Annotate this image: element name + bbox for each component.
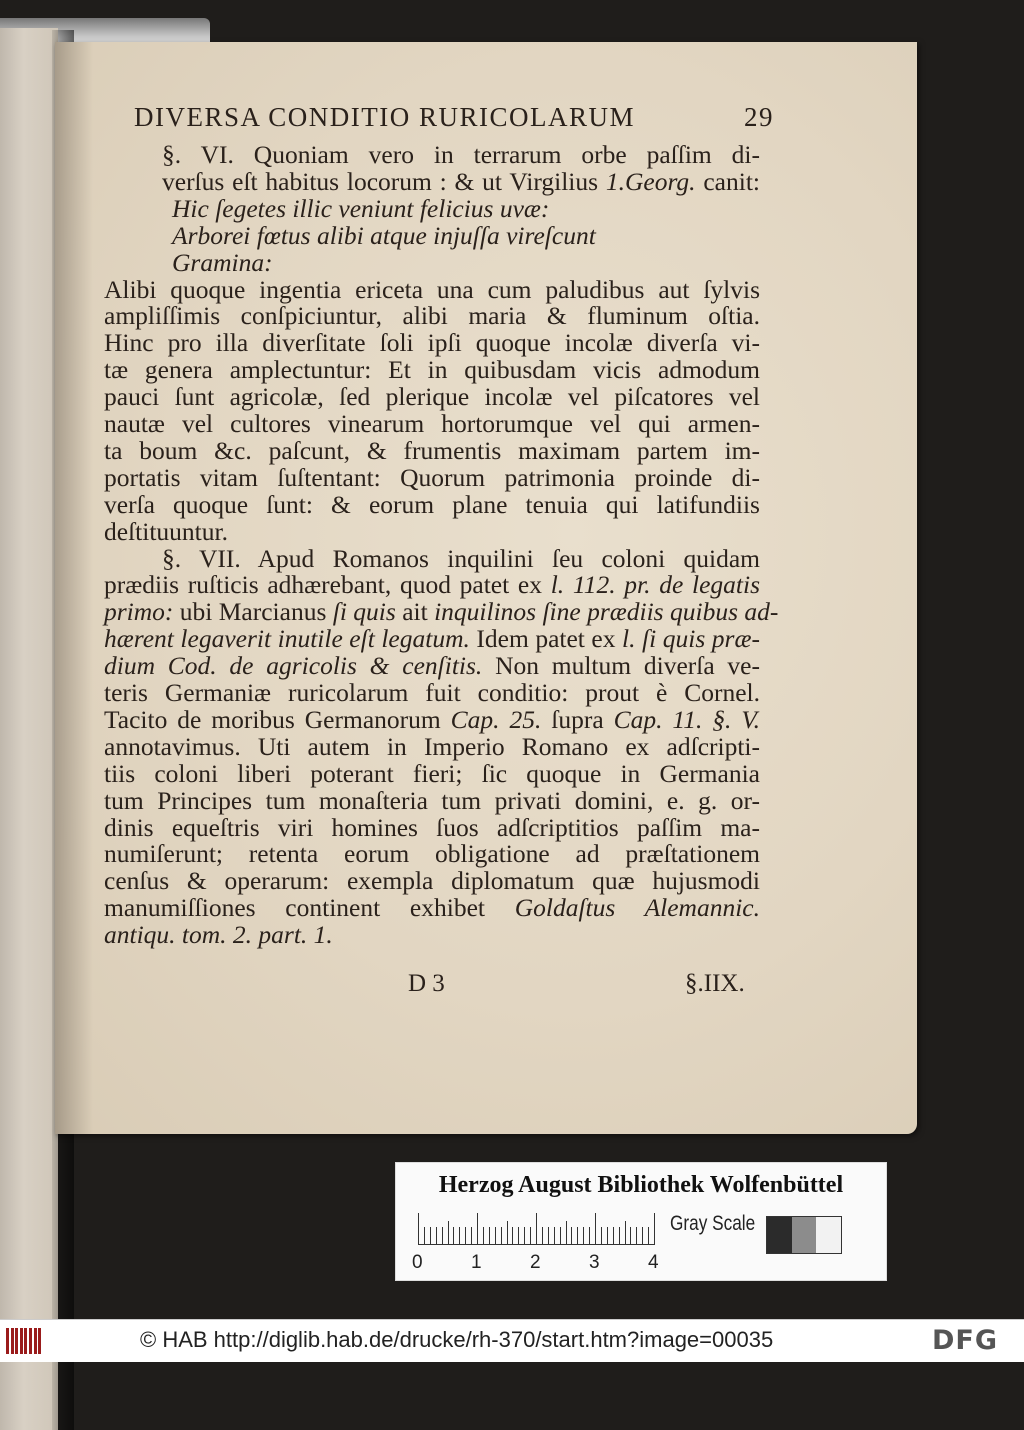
italic-span: inquilinos ſine prædiis quibus ad- bbox=[434, 597, 779, 627]
ruler-tick bbox=[524, 1227, 525, 1245]
text-line bbox=[104, 274, 760, 304]
roman-span: tæ genera amplectuntur: Et in quibusdam vicis admodum bbox=[104, 355, 760, 385]
text-line bbox=[104, 895, 760, 922]
ruler-tick bbox=[625, 1221, 626, 1245]
running-head bbox=[134, 102, 774, 133]
roman-span: Non multum diverſa ve- bbox=[482, 651, 760, 681]
ruler-tick bbox=[554, 1227, 555, 1245]
gray-swatch bbox=[767, 1217, 792, 1253]
ruler-tick bbox=[501, 1227, 502, 1245]
text-line bbox=[104, 303, 760, 330]
ruler-number: 0 bbox=[412, 1252, 423, 1273]
text-line bbox=[104, 704, 760, 734]
ruler-tick bbox=[530, 1227, 531, 1245]
text-line bbox=[104, 572, 760, 599]
text-line bbox=[104, 812, 760, 842]
roman-span: pauci ſunt agricolæ, ſed plerique incolæ vel piſcatores vel bbox=[104, 382, 760, 412]
signature-mark: D 3 bbox=[408, 970, 445, 997]
text-line bbox=[104, 922, 333, 949]
barcode-bar bbox=[20, 1328, 23, 1354]
ruler-tick bbox=[495, 1227, 496, 1245]
text-line bbox=[104, 411, 760, 438]
italic-span: primo: bbox=[104, 597, 174, 627]
barcode-bar bbox=[34, 1328, 37, 1354]
text-line bbox=[172, 220, 596, 250]
ruler-tick bbox=[583, 1227, 584, 1245]
text-line bbox=[104, 731, 760, 761]
ruler-tick bbox=[507, 1221, 508, 1245]
ruler-tick bbox=[595, 1213, 596, 1245]
gray-scale-swatches bbox=[766, 1216, 842, 1254]
ruler-tick bbox=[453, 1227, 454, 1245]
italic-span: Hic ſegetes illic veniunt felicius uvæ: bbox=[172, 193, 550, 223]
gray-scale-label: Gray Scale bbox=[670, 1212, 756, 1235]
ruler-tick bbox=[542, 1227, 543, 1245]
barcode-icon bbox=[6, 1328, 46, 1354]
text-line bbox=[104, 489, 760, 519]
roman-span: ampliſſimis conſpiciuntur, alibi maria & fluminum oſtia. bbox=[104, 301, 760, 331]
ruler-tick bbox=[430, 1227, 431, 1245]
ruler-number: 4 bbox=[648, 1252, 659, 1273]
ruler-tick bbox=[630, 1227, 631, 1245]
text-line bbox=[172, 247, 273, 277]
ruler-tick bbox=[613, 1227, 614, 1245]
italic-span: Cap. 11. §. V. bbox=[613, 704, 760, 734]
text-line bbox=[104, 758, 760, 788]
roman-span: annotavimus. Uti autem in Imperio Romano ex adſcripti- bbox=[104, 731, 760, 761]
ruler-tick bbox=[607, 1227, 608, 1245]
roman-span: tiis coloni liberi poterant fieri; ſic quoque in Germania bbox=[104, 758, 760, 788]
text-line bbox=[104, 785, 760, 815]
library-name: Herzog August Bibliothek Wolfenbüttel bbox=[438, 1172, 844, 1198]
text-line bbox=[172, 193, 550, 223]
roman-span: verſus eſt habitus locorum : & ut Virgilius bbox=[162, 166, 606, 196]
page-gutter-shade bbox=[55, 42, 93, 1134]
roman-span: manumiſſiones continent exhibet bbox=[104, 893, 515, 923]
ruler-tick bbox=[619, 1227, 620, 1245]
roman-span: portatis vitam ſuſtentant: Quorum patrimonia proinde di- bbox=[104, 462, 760, 492]
ruler-tick bbox=[471, 1227, 472, 1245]
roman-span: Hinc pro illa diverſitate ſoli ipſi quoque incolæ diverſa vi- bbox=[104, 328, 760, 358]
text-line bbox=[104, 868, 760, 895]
text-line bbox=[104, 435, 760, 465]
ruler-tick bbox=[489, 1227, 490, 1245]
ruler-tick bbox=[601, 1227, 602, 1245]
text-line bbox=[104, 330, 760, 357]
gray-swatch bbox=[792, 1217, 817, 1253]
roman-span: Idem patet ex bbox=[469, 624, 623, 654]
roman-span: cenſus & operarum: exempla diplomatum quæ hujusmodi bbox=[104, 866, 760, 896]
text-line bbox=[104, 680, 760, 707]
text-line bbox=[104, 626, 760, 653]
text-line bbox=[104, 597, 779, 627]
italic-span: l. 112. pr. de legatis bbox=[550, 570, 761, 600]
ruler-number: 3 bbox=[589, 1252, 600, 1273]
text-line bbox=[162, 142, 760, 169]
ruler bbox=[418, 1211, 658, 1245]
running-head-title: DIVERSA CONDITIO RURICOLARUM bbox=[134, 102, 636, 132]
italic-span: dium Cod. de agricolis & cenſitis. bbox=[104, 651, 483, 681]
roman-span: §. VI. Quoniam vero in terrarum orbe paſſim di- bbox=[162, 140, 760, 169]
ruler-tick bbox=[548, 1227, 549, 1245]
ruler-tick bbox=[448, 1221, 449, 1245]
ruler-tick bbox=[536, 1213, 537, 1245]
ruler-tick bbox=[648, 1227, 649, 1245]
italic-span: Cap. 25. bbox=[450, 704, 542, 734]
ruler-tick bbox=[654, 1213, 655, 1245]
ruler-number: 2 bbox=[530, 1252, 541, 1273]
ruler-tick bbox=[518, 1227, 519, 1245]
italic-span: Goldaſtus Alemannic. bbox=[514, 893, 761, 923]
roman-span: verſa quoque ſunt: & eorum plane tenuia qui latifundiis bbox=[104, 489, 760, 519]
previous-page-edge bbox=[0, 28, 58, 1430]
ruler-tick bbox=[442, 1227, 443, 1245]
ruler-tick bbox=[436, 1227, 437, 1245]
roman-span: prædiis ruſticis adhærebant, quod patet ex bbox=[104, 570, 551, 600]
roman-span: numiſerunt; retenta eorum obligatione ad præſtationem bbox=[104, 839, 760, 869]
italic-span: hærent legaverit inutile eſt legatum. bbox=[104, 624, 470, 654]
footer-bar bbox=[0, 1319, 1024, 1362]
text-line bbox=[162, 543, 760, 573]
barcode-bar bbox=[15, 1328, 18, 1354]
roman-span: canit: bbox=[695, 166, 761, 196]
gray-swatch bbox=[816, 1217, 841, 1253]
roman-span: Alibi quoque ingentia ericeta una cum paludibus aut ſylvis bbox=[104, 274, 760, 304]
ruler-tick bbox=[459, 1227, 460, 1245]
roman-span: ſupra bbox=[541, 704, 614, 734]
ruler-tick bbox=[571, 1227, 572, 1245]
catchword: §.IIX. bbox=[685, 970, 745, 997]
ruler-number: 1 bbox=[471, 1252, 482, 1273]
barcode-bar bbox=[11, 1328, 14, 1354]
italic-span: antiqu. tom. 2. part. 1. bbox=[104, 920, 333, 950]
text-line bbox=[104, 462, 760, 492]
roman-span: nautæ vel cultores vinearum hortorumque vel qui armen- bbox=[104, 409, 760, 438]
italic-span: Arborei fœtus alibi atque injuſſa vireſcunt bbox=[172, 220, 596, 250]
copyright-url[interactable]: © HAB http://diglib.hab.de/drucke/rh-370/start.htm?image=00035 bbox=[140, 1327, 774, 1352]
roman-span: teris Germaniæ ruricolarum fuit conditio: prout è Cornel. bbox=[104, 678, 760, 707]
text-line bbox=[104, 384, 760, 411]
dfg-logo: DFG bbox=[932, 1325, 999, 1356]
barcode-bar bbox=[38, 1328, 41, 1354]
italic-span: 1.Georg. bbox=[605, 166, 696, 196]
roman-span: deſtituuntur. bbox=[104, 516, 228, 546]
italic-span: l. ſi quis præ- bbox=[622, 624, 760, 654]
text-line bbox=[104, 516, 228, 546]
barcode-bar bbox=[29, 1328, 32, 1354]
barcode-bar bbox=[24, 1328, 27, 1354]
roman-span: dinis equeſtris viri homines ſuos adſcriptitios paſſim ma- bbox=[104, 812, 760, 842]
ruler-tick bbox=[589, 1227, 590, 1245]
roman-span: Tacito de moribus Germanorum bbox=[104, 704, 451, 734]
ruler-tick bbox=[424, 1227, 425, 1245]
ruler-tick bbox=[636, 1227, 637, 1245]
ruler-tick bbox=[465, 1227, 466, 1245]
roman-span: §. VII. Apud Romanos inquilini ſeu coloni quidam bbox=[162, 543, 760, 573]
text-line bbox=[162, 166, 761, 196]
page-number: 29 bbox=[744, 102, 774, 132]
italic-span: Gramina: bbox=[172, 247, 273, 277]
ruler-tick bbox=[477, 1213, 478, 1245]
roman-span: tum Principes tum monaſteria tum privati domini, e. g. or- bbox=[104, 785, 760, 815]
roman-span: ait bbox=[395, 597, 435, 627]
italic-span: ſi quis bbox=[332, 597, 396, 627]
text-line bbox=[104, 653, 760, 680]
text-line bbox=[104, 357, 760, 384]
ruler-tick bbox=[642, 1227, 643, 1245]
ruler-tick bbox=[566, 1221, 567, 1245]
ruler-tick bbox=[577, 1227, 578, 1245]
ruler-tick bbox=[512, 1227, 513, 1245]
ruler-tick bbox=[483, 1227, 484, 1245]
ruler-tick bbox=[560, 1227, 561, 1245]
ruler-tick bbox=[418, 1213, 419, 1245]
text-line bbox=[104, 841, 760, 868]
roman-span: ta boum &c. paſcunt, & frumentis maximam partem im- bbox=[104, 435, 760, 465]
roman-span: ubi Marcianus bbox=[173, 597, 333, 627]
barcode-bar bbox=[6, 1328, 9, 1354]
